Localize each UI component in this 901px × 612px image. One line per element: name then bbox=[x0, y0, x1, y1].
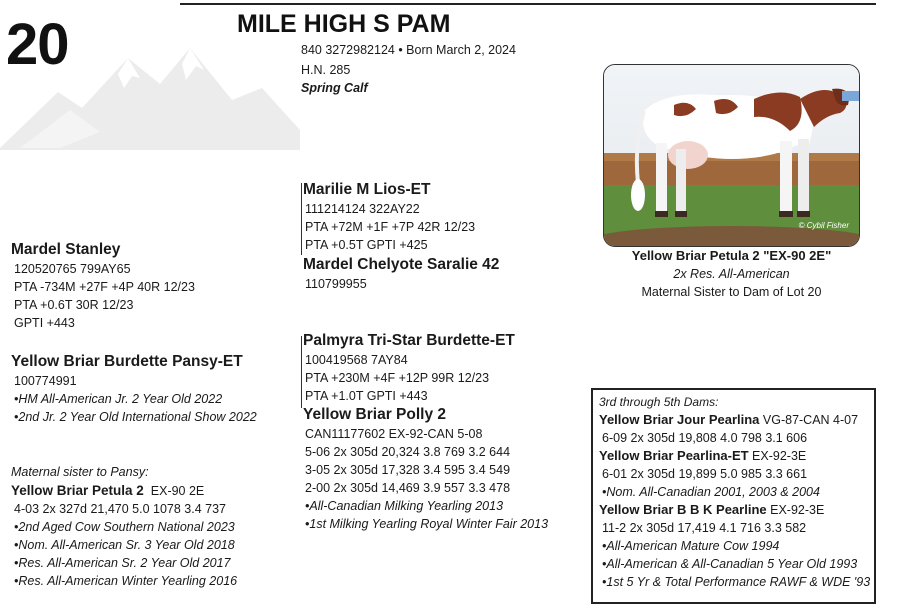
maternal-sister-intro: Maternal sister to Pansy: bbox=[11, 465, 149, 479]
fourth-dam-name: Yellow Briar Pearlina-ET bbox=[599, 448, 749, 463]
dam-dam-record: 3-05 2x 305d 17,328 3.4 595 3.4 549 bbox=[305, 463, 511, 477]
maternal-sister-award: •Nom. All-American Sr. 3 Year Old 2018 bbox=[14, 538, 235, 552]
fifth-dam-name: Yellow Briar B B K Pearline bbox=[599, 502, 767, 517]
sire-id: 120520765 799AY65 bbox=[14, 262, 131, 276]
photo-caption-award: 2x Res. All-American bbox=[673, 267, 790, 281]
dams-box-heading: 3rd through 5th Dams: bbox=[599, 395, 719, 409]
dam-dam-id: CAN11177602 EX-92-CAN 5-08 bbox=[305, 427, 483, 441]
maternal-sister-name: Yellow Briar Petula 2 bbox=[11, 483, 144, 498]
fifth-dam-record: 11-2 2x 305d 17,419 4.1 716 3.3 582 bbox=[602, 521, 807, 535]
dam-award: •2nd Jr. 2 Year Old International Show 2022 bbox=[14, 410, 257, 424]
third-dam-heading bbox=[599, 411, 858, 429]
photo-watermark: © Cybil Fisher bbox=[798, 221, 849, 230]
fourth-dam-award: •Nom. All-Canadian 2001, 2003 & 2004 bbox=[602, 485, 820, 499]
fourth-dam-record: 6-01 2x 305d 19,899 5.0 985 3.3 661 bbox=[602, 467, 808, 481]
maternal-sister-heading bbox=[11, 482, 204, 500]
maternal-sister-record: 4-03 2x 327d 21,470 5.0 1078 3.4 737 bbox=[14, 502, 226, 516]
third-dam-name: Yellow Briar Jour Pearlina bbox=[599, 412, 760, 427]
dam-dam-record: 2-00 2x 305d 14,469 3.9 557 3.3 478 bbox=[305, 481, 511, 495]
dam-sire-pta: PTA +230M +4F +12P 99R 12/23 bbox=[305, 371, 490, 385]
sire-pta-type: PTA +0.6T 30R 12/23 bbox=[14, 298, 134, 312]
dam-sire-name: Palmyra Tri-Star Burdette-ET bbox=[303, 332, 515, 349]
fifth-dam-award: •All-American Mature Cow 1994 bbox=[602, 539, 780, 553]
sire-gpti: GPTI +443 bbox=[14, 316, 75, 330]
pedigree-bracket bbox=[301, 183, 302, 255]
dam-id: 100774991 bbox=[14, 374, 77, 388]
lot-number: 20 bbox=[6, 12, 69, 77]
dam-dam-award: •1st Milking Yearling Royal Winter Fair 2013 bbox=[305, 517, 549, 531]
sire-sire-pta: PTA +72M +1F +7P 42R 12/23 bbox=[305, 220, 476, 234]
sire-dam-name: Mardel Chelyote Saralie 42 bbox=[303, 256, 500, 273]
top-rule bbox=[180, 3, 876, 5]
third-dam-score: VG-87-CAN 4-07 bbox=[762, 413, 859, 427]
sire-sire-id: 111214124 322AY22 bbox=[305, 202, 420, 216]
dam-name: Yellow Briar Burdette Pansy-ET bbox=[11, 353, 243, 370]
maternal-sister-award: •Res. All-American Sr. 2 Year Old 2017 bbox=[14, 556, 231, 570]
fifth-dam-heading bbox=[599, 501, 824, 519]
dam-dam-name: Yellow Briar Polly 2 bbox=[303, 406, 447, 423]
dam-dam-record: 5-06 2x 305d 20,324 3.8 769 3.2 644 bbox=[305, 445, 511, 459]
dam-dam-award: •All-Canadian Milking Yearling 2013 bbox=[305, 499, 504, 513]
sire-sire-gpti: PTA +0.5T GPTI +425 bbox=[305, 238, 428, 252]
cow-photo-illustration bbox=[604, 65, 859, 246]
maternal-sister-award: •Res. All-American Winter Yearling 2016 bbox=[14, 574, 238, 588]
photo-caption-name: Yellow Briar Petula 2 "EX-90 2E" bbox=[631, 248, 832, 263]
dam-sire-gpti: PTA +1.0T GPTI +443 bbox=[305, 389, 428, 403]
sire-dam-id: 110799955 bbox=[305, 277, 367, 291]
fifth-dam-award: •All-American & All-Canadian 5 Year Old 1993 bbox=[602, 557, 858, 571]
maternal-sister-score: EX-90 2E bbox=[150, 484, 205, 498]
class-label: Spring Calf bbox=[301, 81, 368, 95]
sire-pta-milk: PTA -734M +27F +4P 40R 12/23 bbox=[14, 280, 195, 294]
dam-award: •HM All-American Jr. 2 Year Old 2022 bbox=[14, 392, 223, 406]
photo-caption-relation: Maternal Sister to Dam of Lot 20 bbox=[641, 285, 822, 299]
maternal-sister-award: •2nd Aged Cow Southern National 2023 bbox=[14, 520, 235, 534]
sire-sire-name: Marilie M Lios-ET bbox=[303, 181, 431, 198]
pedigree-bracket bbox=[301, 336, 302, 408]
sire-name: Mardel Stanley bbox=[11, 241, 121, 258]
fourth-dam-heading bbox=[599, 447, 806, 465]
cow-photo bbox=[603, 64, 860, 247]
fifth-dam-award: •1st 5 Yr & Total Performance RAWF & WDE '93 bbox=[602, 575, 871, 589]
fifth-dam-score: EX-92-3E bbox=[770, 503, 825, 517]
registration-birth-line: 840 3272982124 • Born March 2, 2024 bbox=[301, 43, 516, 57]
herd-number: H.N. 285 bbox=[301, 63, 351, 77]
animal-name-title: MILE HIGH S PAM bbox=[237, 10, 451, 38]
dam-sire-id: 100419568 7AY84 bbox=[305, 353, 408, 367]
fourth-dam-score: EX-92-3E bbox=[752, 449, 807, 463]
third-dam-record: 6-09 2x 305d 19,808 4.0 798 3.1 606 bbox=[602, 431, 808, 445]
